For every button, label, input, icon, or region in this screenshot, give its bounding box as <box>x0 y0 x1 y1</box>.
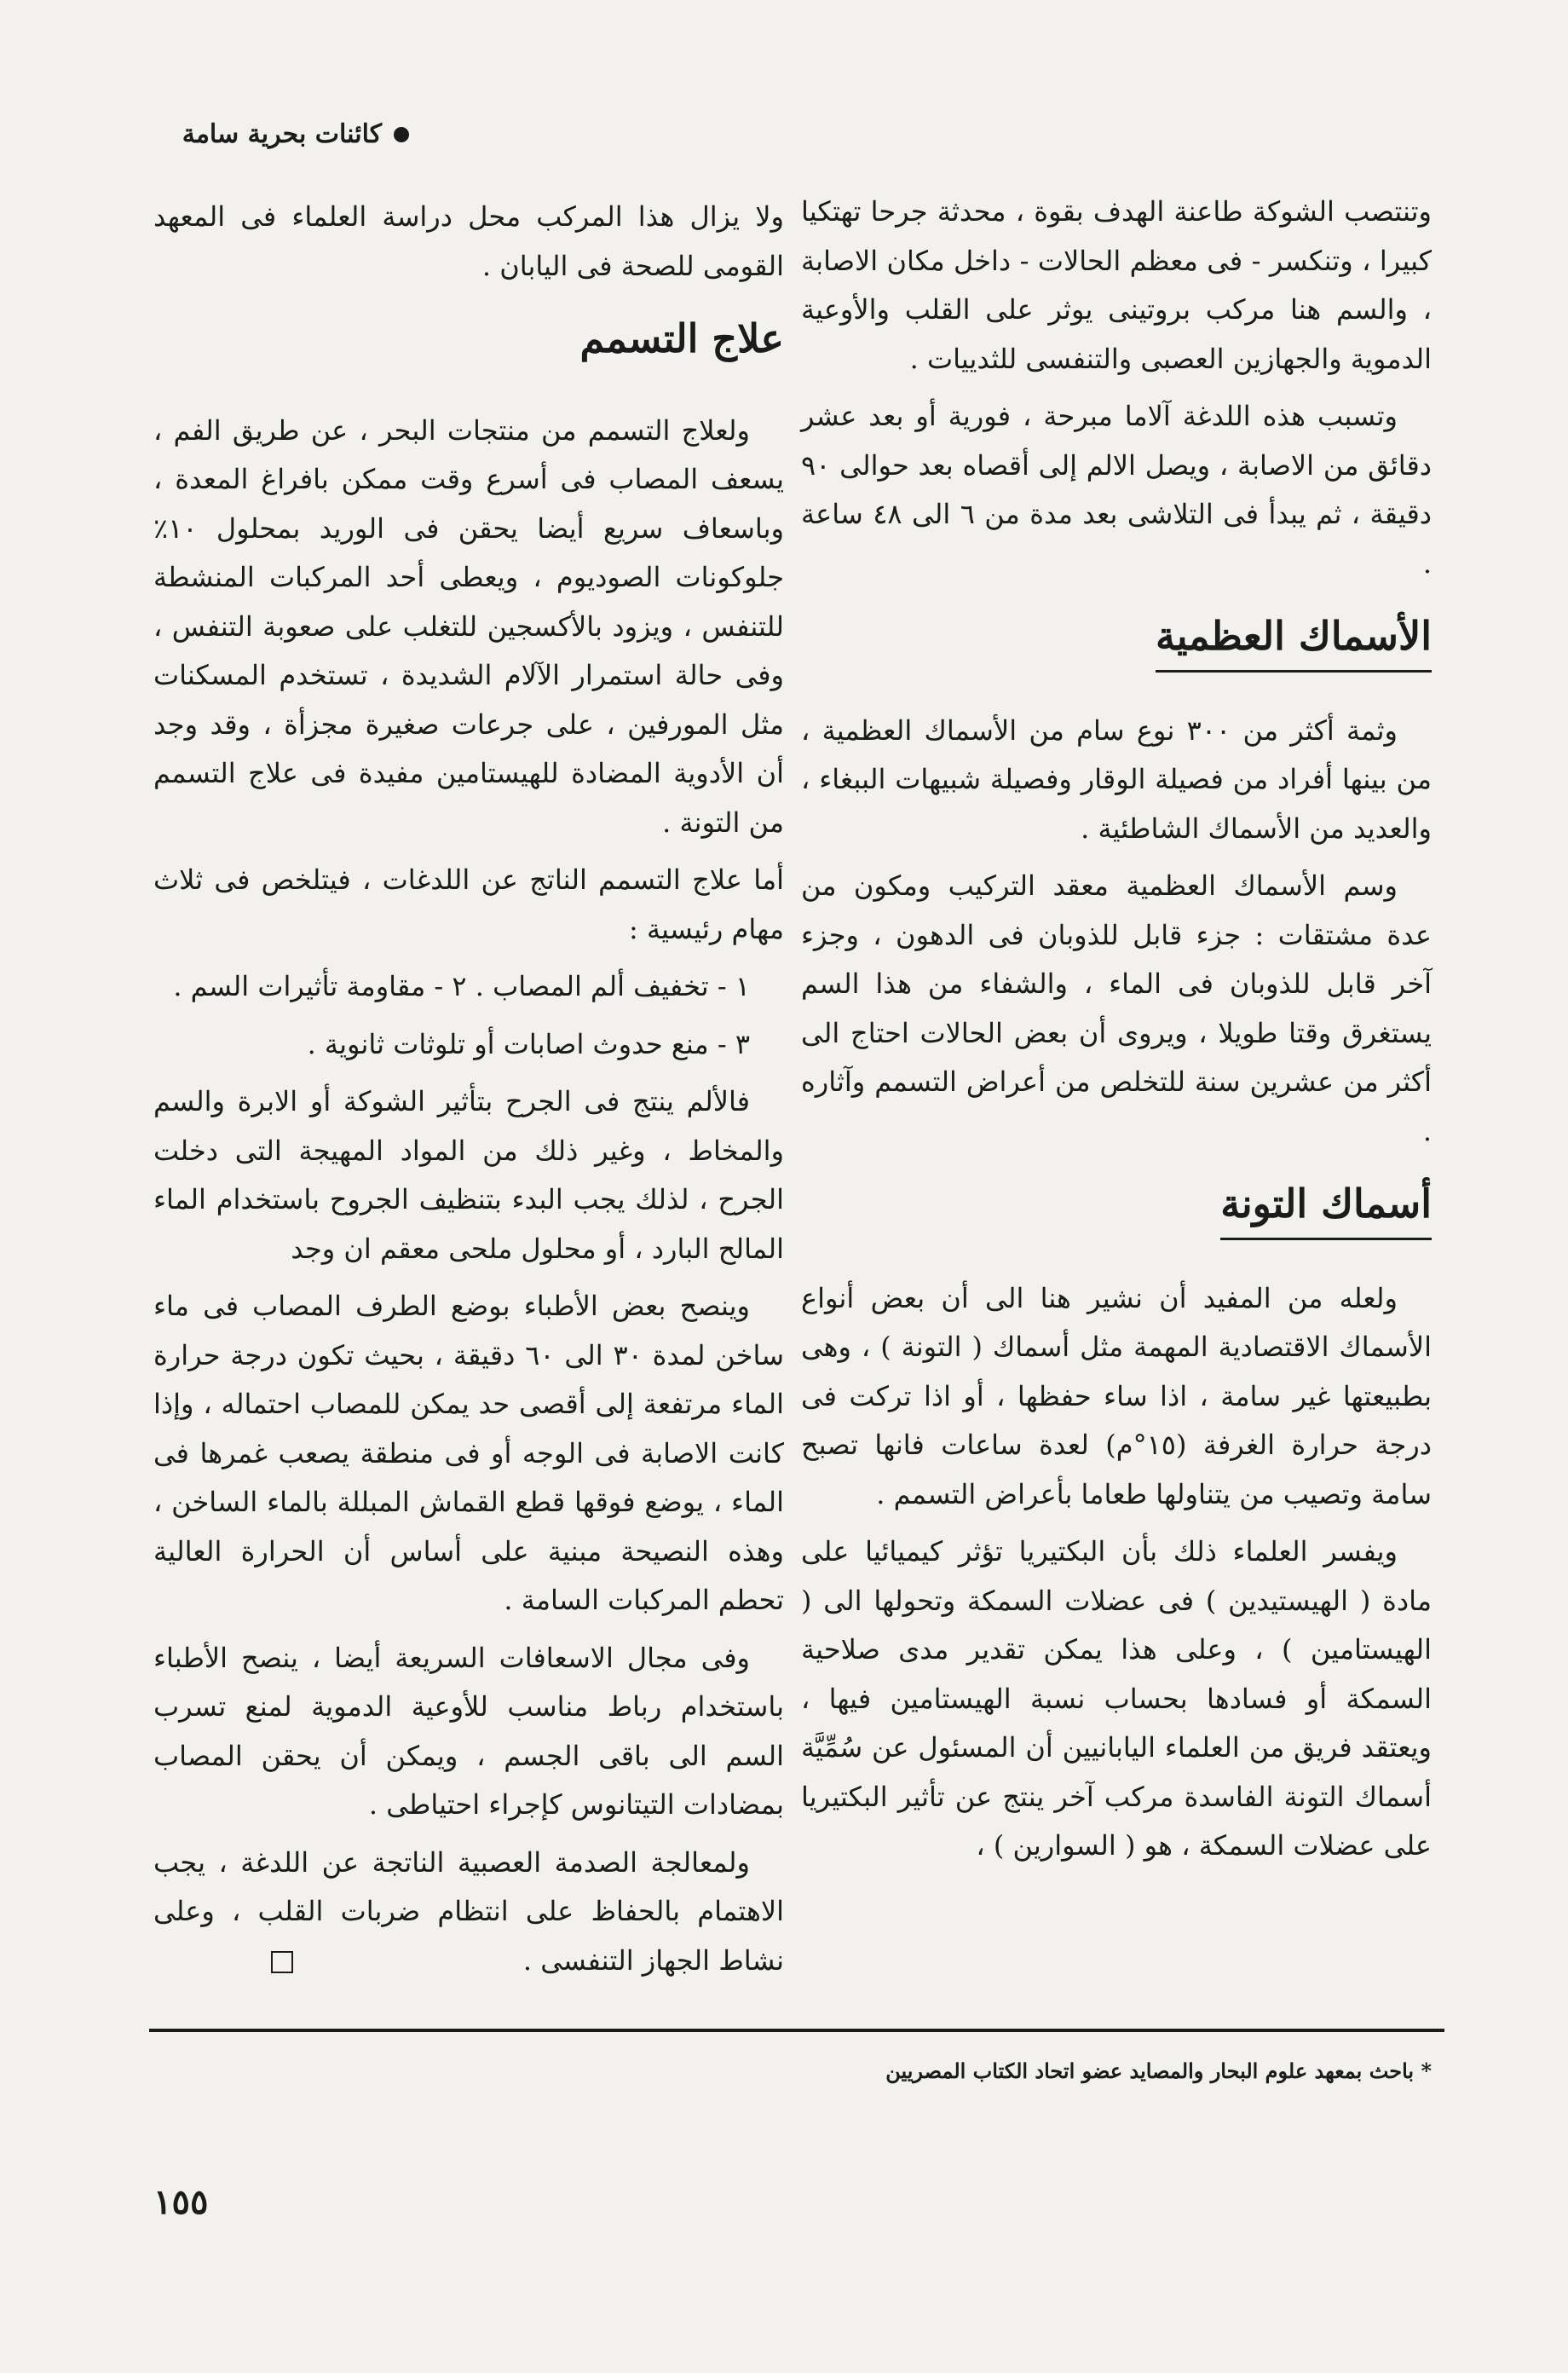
paragraph: ولعله من المفيد أن نشير هنا الى أن بعض أنواع الأسماك الاقتصادية المهمة مثل أسماك ( التونة ) ، وهى بطبيعتها غير سامة ، اذا ساء حفظها ، أو اذا تركت فى درجة حرارة الغرفة (١٥°م) لعدة ساعات فانها تصبح سامة وتصيب من يتناولها طعاما بأعراض التسمم . <box>801 1281 1433 1510</box>
paragraph: وسم الأسماك العظمية معقد التركيب ومكون من عدة مشتقات : جزء قابل للذوبان فى الدهون ، وجزء آخر قابل للذوبان فى الماء ، والشفاء من هذا السم يستغرق وقتا طويلا ، ويروى أن بعض الحالات احتاج الى أكثر من عشرين سنة للتخلص من أعراض التسمم وآثاره . <box>801 869 1433 1147</box>
section-heading-tuna: أسماك التونة <box>801 1180 1432 1249</box>
section-heading-treatment: علاج التسمم <box>579 315 784 361</box>
paragraph: وتسبب هذه اللدغة آلاما مبرحة ، فورية أو بعد عشر دقائق من الاصابة ، ويصل الالم إلى أقصاه بعد حوالى ٩٠ دقيقة ، ثم يبدأ فى التلاشى بعد مدة من ٦ الى ٤٨ ساعة . <box>801 400 1433 580</box>
paragraph: ٣ - منع حدوث اصابات أو تلوثات ثانوية . <box>307 1027 750 1060</box>
paragraph: أما علاج التسمم الناتج عن اللدغات ، فيتلخص فى ثلاث مهام رئيسية : <box>153 863 784 945</box>
paragraph: ولا يزال هذا المركب محل دراسة العلماء فى المعهد القومى للصحة فى اليابان . <box>153 200 784 282</box>
running-head-title: كائنات بحرية سامة <box>182 119 382 149</box>
footnote-divider <box>149 2029 1444 2032</box>
page-number: ١٥٥ <box>153 2182 209 2222</box>
paragraph: وتنتصب الشوكة طاعنة الهدف بقوة ، محدثة جرحا تهتكيا كبيرا ، وتنكسر - فى معظم الحالات - داخل مكان الاصابة ، والسم هنا مركب بروتينى يوثر على القلب والأوعية الدموية والجهازين العصبى والتنفسى للثدييات . <box>801 195 1432 375</box>
bullet-icon <box>394 127 409 142</box>
paragraph: وفى مجال الاسعافات السريعة أيضا ، ينصح الأطباء باستخدام رباط مناسب للأوعية الدموية لمنع تسرب السم الى باقى الجسم ، ويمكن أن يحقن المصاب بمضادات التيتانوس كإجراء احتياطى . <box>153 1641 784 1821</box>
author-footnote: * باحث بمعهد علوم البحار والمصايد عضو اتحاد الكتاب المصريين <box>885 2058 1432 2083</box>
left-column <box>153 193 784 1994</box>
running-head <box>153 119 409 149</box>
paragraph: فالألم ينتج فى الجرح بتأثير الشوكة أو الابرة والسم والمخاط ، وغير ذلك من المواد المهيجة التى دخلت الجرح ، لذلك يجب البدء بتنظيف الجروح باستخدام الماء المالح البارد ، أو محلول ملحى معقم ان وجد <box>153 1085 784 1265</box>
right-column <box>801 188 1432 1879</box>
paragraph: وثمة أكثر من ٣٠٠ نوع سام من الأسماك العظمية ، من بينها أفراد من فصيلة الوقار وفصيلة شبيهات الببغاء ، والعديد من الأسماك الشاطئية . <box>801 713 1432 845</box>
section-heading-bony-fish: الأسماك العظمية <box>801 612 1432 681</box>
paragraph: وينصح بعض الأطباء بوضع الطرف المصاب فى ماء ساخن لمدة ٣٠ الى ٦٠ دقيقة ، بحيث تكون درجة حرارة الماء مرتفعة إلى أقصى حد يمكن للمصاب احتماله ، وإذا كانت الاصابة فى الوجه أو فى منطقة يصعب غمرها فى الماء ، يوضع فوقها قطع القماش المبللة بالماء الساخن ، وهذه النصيحة مبنية على أساس أن الحرارة العالية تحطم المركبات السامة . <box>153 1290 785 1616</box>
end-mark-icon <box>271 1951 293 1973</box>
paragraph: ١ - تخفيف ألم المصاب . ٢ - مقاومة تأثيرات السم . <box>173 970 750 1002</box>
paragraph: ولعلاج التسمم من منتجات البحر ، عن طريق الفم ، يسعف المصاب فى أسرع وقت ممكن بافراغ المعدة ، وباسعاف سريع أيضا يحقن فى الوريد بمحلول ١٠٪ جلوكونات الصوديوم ، ويعطى أحد المركبات المنشطة للتنفس ، ويزود بالأكسجين للتغلب على صعوبة التنفس ، وفى حالة استمرار الآلام الشديدة ، تستخدم المسكنات مثل المورفين ، على جرعات صغيرة مجزأة ، وقد وجد أن الأدوية المضادة للهيستامين مفيدة فى علاج التسمم من التونة . <box>153 413 784 839</box>
paragraph-last: ولمعالجة الصدمة العصبية الناتجة عن اللدغة ، يجب الاهتمام بالحفاظ على انتظام ضربات القلب ، وعلى نشاط الجهاز التنفسى . <box>153 1845 784 1977</box>
paragraph: ويفسر العلماء ذلك بأن البكتيريا تؤثر كيميائيا على مادة ( الهيستيدين ) فى عضلات السمكة وتحولها الى ( الهيستامين ) ، وعلى هذا يمكن تقدير مدى صلاحية السمكة أو فسادها بحساب نسبة الهيستامين فيها ، ويعتقد فريق من العلماء اليابانيين أن المسئول عن سُمِّيَّة أسماك التونة الفاسدة مركب آخر ينتج عن تأثير البكتيريا على عضلات السمكة ، هو ( السوارين ) ، <box>801 1535 1432 1862</box>
